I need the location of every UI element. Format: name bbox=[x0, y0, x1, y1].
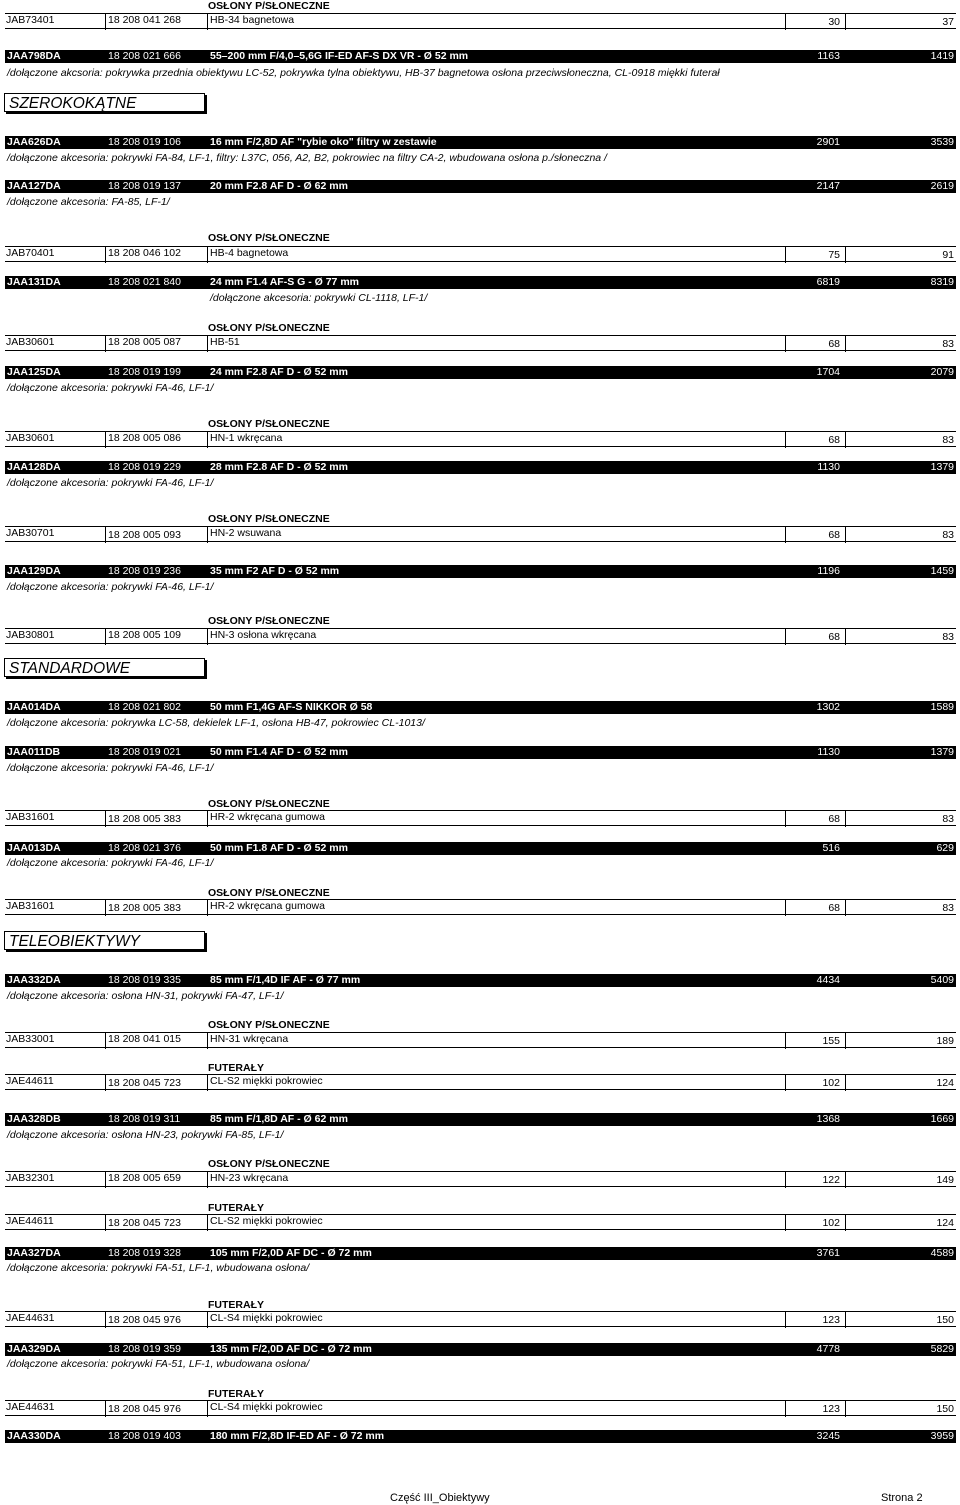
page-number: Strona 2 bbox=[881, 1492, 923, 1504]
lens-name: 16 mm F/2,8D AF "rybie oko" filtry w zestawie bbox=[210, 136, 437, 148]
lens-code: JAA013DA bbox=[7, 842, 61, 854]
price-net: 123 bbox=[822, 1314, 840, 1326]
price-net: 75 bbox=[828, 249, 840, 261]
price-net: 102 bbox=[822, 1217, 840, 1229]
price-net: 1130 bbox=[817, 746, 840, 758]
item-name: HB-4 bagnetowa bbox=[210, 247, 289, 259]
item-code: JAB32301 bbox=[6, 1172, 55, 1184]
price-gross: 1589 bbox=[930, 701, 954, 713]
price-net: 4778 bbox=[816, 1343, 840, 1355]
price-gross: 150 bbox=[936, 1403, 954, 1415]
item-code: JAB31601 bbox=[6, 811, 55, 823]
item-ean: 18 208 045 723 bbox=[108, 1217, 181, 1229]
price-gross: 1379 bbox=[930, 746, 954, 758]
price-gross: 83 bbox=[942, 813, 954, 825]
lens-ean: 18 208 019 021 bbox=[108, 746, 181, 758]
lens-ean: 18 208 019 137 bbox=[108, 180, 181, 192]
item-ean: 18 208 045 976 bbox=[108, 1314, 181, 1326]
item-ean: 18 208 005 383 bbox=[108, 813, 181, 825]
price-gross: 149 bbox=[936, 1174, 954, 1186]
item-ean: 18 208 005 093 bbox=[108, 529, 181, 541]
lens-name: 20 mm F2.8 AF D - Ø 62 mm bbox=[210, 180, 348, 192]
lens-name: 24 mm F1.4 AF-S G - Ø 77 mm bbox=[210, 276, 359, 288]
lens-code: JAA332DA bbox=[7, 974, 61, 986]
accessories-note: /dołączone akcesoria: pokrywki FA-51, LF-1, wbudowana osłona/ bbox=[7, 1358, 310, 1370]
item-name: HN-1 wkręcana bbox=[210, 432, 283, 444]
table-row bbox=[5, 246, 956, 262]
accessories-note: /dołączone akcesoria: pokrywki FA-46, LF-1/ bbox=[7, 581, 214, 593]
accessory-header: OSŁONY P/SŁONECZNE bbox=[208, 798, 330, 810]
price-gross: 83 bbox=[942, 631, 954, 643]
price-gross: 1379 bbox=[930, 461, 954, 473]
price-net: 68 bbox=[828, 631, 840, 643]
price-gross: 4589 bbox=[930, 1247, 954, 1259]
price-net: 4434 bbox=[816, 974, 840, 986]
footer-title: Część III_Obiektywy bbox=[390, 1492, 490, 1504]
price-net: 1704 bbox=[816, 366, 840, 378]
price-net: 2901 bbox=[816, 136, 840, 148]
price-net: 68 bbox=[828, 434, 840, 446]
lens-code: JAA129DA bbox=[7, 565, 61, 577]
item-name: HN-3 osłona wkręcana bbox=[210, 629, 317, 641]
table-row bbox=[5, 899, 956, 915]
item-code: JAE44611 bbox=[6, 1215, 54, 1227]
lens-ean: 18 208 019 335 bbox=[108, 974, 181, 986]
accessories-note: /dołączone akcesoria: pokrywki FA-46, LF-1/ bbox=[7, 382, 214, 394]
accessories-note: /dołączone akcesoria: pokrywka LC-58, dekielek LF-1, osłona HB-47, pokrowiec CL-1013/ bbox=[7, 717, 425, 729]
table-row bbox=[5, 1074, 956, 1090]
price-net: 1368 bbox=[816, 1113, 840, 1125]
lens-row bbox=[5, 974, 956, 987]
lens-name: 50 mm F1.4 AF D - Ø 52 mm bbox=[210, 746, 348, 758]
lens-code: JAA125DA bbox=[7, 366, 61, 378]
table-row bbox=[5, 1171, 956, 1187]
lens-name: 50 mm F1.8 AF D - Ø 52 mm bbox=[210, 842, 348, 854]
price-gross: 124 bbox=[936, 1077, 954, 1089]
price-gross: 3959 bbox=[930, 1430, 954, 1442]
item-ean: 18 208 005 086 bbox=[108, 432, 181, 444]
item-code: JAB70401 bbox=[6, 247, 55, 259]
cases-header: FUTERAŁY bbox=[208, 1388, 264, 1400]
price-net: 155 bbox=[822, 1035, 840, 1047]
item-code: JAB30601 bbox=[6, 336, 55, 348]
lens-ean: 18 208 019 403 bbox=[108, 1430, 181, 1442]
lens-name: 28 mm F2.8 AF D - Ø 52 mm bbox=[210, 461, 348, 473]
lens-row bbox=[5, 136, 956, 149]
lens-name: 50 mm F1,4G AF-S NIKKOR Ø 58 bbox=[210, 701, 373, 713]
item-ean: 18 208 041 015 bbox=[108, 1033, 181, 1045]
price-gross: 2079 bbox=[930, 366, 954, 378]
lens-code: JAA330DA bbox=[7, 1430, 61, 1442]
accessory-header: OSŁONY P/SŁONECZNE bbox=[208, 615, 330, 627]
lens-ean: 18 208 019 311 bbox=[108, 1113, 181, 1125]
accessories-note: /dołączone akcesoria: pokrywki FA-46, LF-1/ bbox=[7, 857, 214, 869]
price-gross: 3539 bbox=[930, 136, 954, 148]
price-gross: 83 bbox=[942, 902, 954, 914]
lens-ean: 18 208 019 199 bbox=[108, 366, 181, 378]
lens-ean: 18 208 019 328 bbox=[108, 1247, 181, 1259]
lens-name: 85 mm F/1,8D AF - Ø 62 mm bbox=[210, 1113, 348, 1125]
lens-ean: 18 208 021 376 bbox=[108, 842, 181, 854]
price-gross: 124 bbox=[936, 1217, 954, 1229]
accessories-note: /dołączone akcesoria: pokrywki FA-46, LF-1/ bbox=[7, 762, 214, 774]
lens-row bbox=[5, 1343, 956, 1356]
accessories-note: /dołączone akcesoria: osłona HN-23, pokrywki FA-85, LF-1/ bbox=[7, 1129, 284, 1141]
lens-row bbox=[5, 1113, 956, 1126]
lens-ean: 18 208 021 840 bbox=[108, 276, 181, 288]
lens-row bbox=[5, 746, 956, 759]
lens-row bbox=[5, 50, 956, 63]
price-net: 1302 bbox=[816, 701, 840, 713]
lens-row bbox=[5, 461, 956, 474]
lens-code: JAA328DB bbox=[7, 1113, 61, 1125]
lens-ean: 18 208 019 229 bbox=[108, 461, 181, 473]
price-gross: 83 bbox=[942, 529, 954, 541]
lens-code: JAA626DA bbox=[7, 136, 61, 148]
table-row bbox=[5, 335, 956, 351]
price-gross: 1669 bbox=[930, 1113, 954, 1125]
price-gross: 91 bbox=[942, 249, 954, 261]
accessory-header: OSŁONY P/SŁONECZNE bbox=[208, 1158, 330, 1170]
lens-code: JAA014DA bbox=[7, 701, 61, 713]
lens-name: 105 mm F/2,0D AF DC - Ø 72 mm bbox=[210, 1247, 372, 1259]
price-net: 123 bbox=[822, 1403, 840, 1415]
price-gross: 8319 bbox=[930, 276, 954, 288]
cases-header: FUTERAŁY bbox=[208, 1062, 264, 1074]
item-code: JAB30701 bbox=[6, 527, 55, 539]
item-name: CL-S2 miękki pokrowiec bbox=[210, 1075, 323, 1087]
table-row bbox=[5, 431, 956, 447]
lens-ean: 18 208 019 236 bbox=[108, 565, 181, 577]
item-ean: 18 208 046 102 bbox=[108, 247, 181, 259]
item-code: JAB73401 bbox=[6, 14, 55, 26]
item-code: JAB30801 bbox=[6, 629, 55, 641]
table-row bbox=[5, 1311, 956, 1327]
price-gross: 83 bbox=[942, 434, 954, 446]
item-ean: 18 208 005 087 bbox=[108, 336, 181, 348]
item-code: JAB30601 bbox=[6, 432, 55, 444]
lens-row bbox=[5, 565, 956, 578]
price-net: 3245 bbox=[816, 1430, 840, 1442]
item-ean: 18 208 005 383 bbox=[108, 902, 181, 914]
accessory-header: OSŁONY P/SŁONECZNE bbox=[208, 232, 330, 244]
accessory-header: OSŁONY P/SŁONECZNE bbox=[208, 513, 330, 525]
lens-row bbox=[5, 180, 956, 193]
price-net: 30 bbox=[828, 16, 840, 28]
price-gross: 2619 bbox=[930, 180, 954, 192]
lens-name: 35 mm F2 AF D - Ø 52 mm bbox=[210, 565, 340, 577]
accessories-note: /dołączone akcesoria: pokrywki FA-51, LF-1, wbudowana osłona/ bbox=[7, 1262, 310, 1274]
price-net: 68 bbox=[828, 813, 840, 825]
item-ean: 18 208 041 268 bbox=[108, 14, 181, 26]
item-code: JAE44631 bbox=[6, 1401, 55, 1413]
accessories-note: /dołączone akcesoria: pokrywki FA-84, LF-1, filtry: L37C, 056, A2, B2, pokrowiec na filtry CA-2, wbudowana osłona p./słoneczna / bbox=[7, 152, 607, 164]
price-gross: 1419 bbox=[930, 50, 954, 62]
lens-ean: 18 208 021 666 bbox=[108, 50, 181, 62]
item-code: JAE44631 bbox=[6, 1312, 55, 1324]
lens-code: JAA131DA bbox=[7, 276, 61, 288]
price-net: 68 bbox=[828, 338, 840, 350]
price-net: 1163 bbox=[817, 50, 840, 62]
price-gross: 150 bbox=[936, 1314, 954, 1326]
accessories-note: /dołączone akcesoria: osłona HN-31, pokrywki FA-47, LF-1/ bbox=[7, 990, 284, 1002]
accessory-header: OSŁONY P/SŁONECZNE bbox=[208, 1019, 330, 1031]
lens-name: 24 mm F2.8 AF D - Ø 52 mm bbox=[210, 366, 348, 378]
lens-code: JAA329DA bbox=[7, 1343, 61, 1355]
price-gross: 5409 bbox=[930, 974, 954, 986]
cases-header: FUTERAŁY bbox=[208, 1202, 264, 1214]
item-name: HB-34 bagnetowa bbox=[210, 14, 295, 26]
item-code: JAB33001 bbox=[6, 1033, 55, 1045]
lens-code: JAA327DA bbox=[7, 1247, 61, 1259]
price-net: 1130 bbox=[817, 461, 840, 473]
accessories-note: /dołączone akcesoria: pokrywki CL-1118, LF-1/ bbox=[210, 292, 428, 304]
table-row bbox=[5, 1032, 956, 1048]
item-ean: 18 208 005 659 bbox=[108, 1172, 181, 1184]
accessories-note: /dołączone akcesoria: pokrywki FA-46, LF-1/ bbox=[7, 477, 214, 489]
price-net: 68 bbox=[828, 902, 840, 914]
lens-code: JAA011DB bbox=[7, 746, 61, 758]
price-net: 1196 bbox=[817, 565, 840, 577]
item-ean: 18 208 045 723 bbox=[108, 1077, 181, 1089]
cases-header: FUTERAŁY bbox=[208, 1299, 264, 1311]
lens-code: JAA798DA bbox=[7, 50, 61, 62]
price-net: 6819 bbox=[816, 276, 840, 288]
lens-code: JAA128DA bbox=[7, 461, 61, 473]
table-row bbox=[5, 1400, 956, 1416]
price-net: 122 bbox=[822, 1174, 840, 1186]
item-name: HB-51 bbox=[210, 336, 240, 348]
table-row bbox=[5, 1214, 956, 1230]
item-name: HR-2 wkręcana gumowa bbox=[210, 811, 325, 823]
item-code: JAB31601 bbox=[6, 900, 55, 912]
section-title-tele: TELEOBIEKTYWY bbox=[4, 931, 205, 950]
table-row bbox=[5, 628, 956, 644]
table-row bbox=[5, 13, 956, 29]
lens-ean: 18 208 019 106 bbox=[108, 136, 181, 148]
item-name: CL-S4 miękki pokrowiec bbox=[210, 1312, 323, 1324]
price-net: 516 bbox=[822, 842, 840, 854]
price-gross: 37 bbox=[942, 16, 954, 28]
price-gross: 5829 bbox=[930, 1343, 954, 1355]
lens-row bbox=[5, 1430, 956, 1443]
lens-name: 55–200 mm F/4,0–5,6G IF-ED AF-S DX VR - Ø 52 mm bbox=[210, 50, 469, 62]
item-code: JAE44611 bbox=[6, 1075, 54, 1087]
lens-row bbox=[5, 842, 956, 855]
lens-code: JAA127DA bbox=[7, 180, 61, 192]
price-net: 2147 bbox=[816, 180, 840, 192]
item-name: HN-31 wkręcana bbox=[210, 1033, 289, 1045]
lens-row bbox=[5, 276, 956, 289]
price-net: 3761 bbox=[816, 1247, 840, 1259]
accessory-header: OSŁONY P/SŁONECZNE bbox=[208, 0, 330, 12]
accessories-note: /dołączone akcesoria: FA-85, LF-1/ bbox=[7, 196, 170, 208]
item-name: HN-23 wkręcana bbox=[210, 1172, 289, 1184]
section-title-wide: SZEROKOKĄTNE bbox=[4, 93, 205, 112]
accessories-note: /dołączone akcsoria: pokrywka przednia obiektywu LC-52, pokrywka tylna obiektywu, HB-37 bagnetowa osłona przeciwsłoneczna, CL-0918 miękki futerał bbox=[7, 67, 720, 79]
lens-name: 180 mm F/2,8D IF-ED AF - Ø 72 mm bbox=[210, 1430, 385, 1442]
price-gross: 83 bbox=[942, 338, 954, 350]
accessory-header: OSŁONY P/SŁONECZNE bbox=[208, 887, 330, 899]
table-row bbox=[5, 810, 956, 826]
item-name: HR-2 wkręcana gumowa bbox=[210, 900, 325, 912]
lens-name: 85 mm F/1,4D IF AF - Ø 77 mm bbox=[210, 974, 361, 986]
lens-row bbox=[5, 366, 956, 379]
lens-name: 135 mm F/2,0D AF DC - Ø 72 mm bbox=[210, 1343, 372, 1355]
lens-ean: 18 208 019 359 bbox=[108, 1343, 181, 1355]
item-ean: 18 208 005 109 bbox=[108, 629, 181, 641]
price-gross: 629 bbox=[936, 842, 954, 854]
lens-ean: 18 208 021 802 bbox=[108, 701, 181, 713]
item-ean: 18 208 045 976 bbox=[108, 1403, 181, 1415]
item-name: CL-S2 miękki pokrowiec bbox=[210, 1215, 323, 1227]
accessory-header: OSŁONY P/SŁONECZNE bbox=[208, 418, 330, 430]
price-net: 102 bbox=[822, 1077, 840, 1089]
price-net: 68 bbox=[828, 529, 840, 541]
lens-row bbox=[5, 1247, 956, 1260]
item-name: HN-2 wsuwana bbox=[210, 527, 282, 539]
price-gross: 189 bbox=[936, 1035, 954, 1047]
accessory-header: OSŁONY P/SŁONECZNE bbox=[208, 322, 330, 334]
lens-row bbox=[5, 701, 956, 714]
table-row bbox=[5, 526, 956, 542]
price-gross: 1459 bbox=[930, 565, 954, 577]
section-title-standard: STANDARDOWE bbox=[4, 658, 205, 677]
item-name: CL-S4 miękki pokrowiec bbox=[210, 1401, 323, 1413]
